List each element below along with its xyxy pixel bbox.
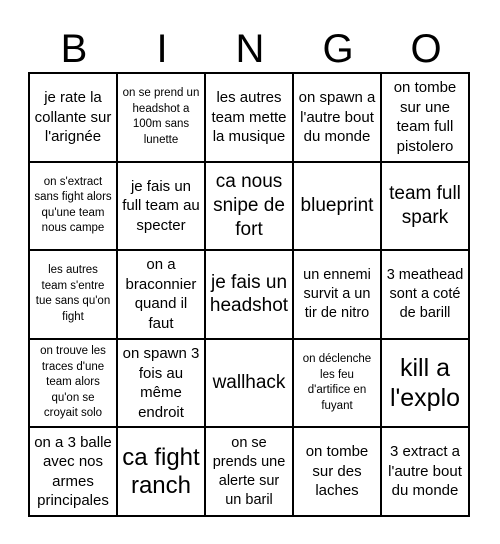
bingo-cell[interactable]: les autres team s'entre tue sans qu'on fight: [29, 250, 117, 339]
bingo-cell[interactable]: ca nous snipe de fort: [205, 162, 293, 251]
bingo-cell[interactable]: kill a l'explo: [381, 339, 469, 428]
header-letter-b: B: [60, 27, 88, 71]
bingo-cell[interactable]: je fais un headshot: [205, 250, 293, 339]
bingo-cell[interactable]: on tombe sur une team full pistolero: [381, 73, 469, 162]
bingo-cell[interactable]: un ennemi survit a un tir de nitro: [293, 250, 381, 339]
bingo-cell[interactable]: je rate la collante sur l'arignée: [29, 73, 117, 162]
bingo-cell[interactable]: on a 3 balle avec nos armes principales: [29, 427, 117, 516]
bingo-cell[interactable]: wallhack: [205, 339, 293, 428]
bingo-cell[interactable]: on s'extract sans fight alors qu'une team nous campe: [29, 162, 117, 251]
header-letter-n: N: [235, 27, 265, 71]
header-letter-o: O: [410, 27, 442, 71]
bingo-cell[interactable]: team full spark: [381, 162, 469, 251]
bingo-header: [30, 24, 470, 74]
bingo-grid: [28, 72, 470, 517]
bingo-cell[interactable]: blueprint: [293, 162, 381, 251]
bingo-cell[interactable]: on déclenche les feu d'artifice en fuyant: [293, 339, 381, 428]
bingo-cell[interactable]: les autres team mette la musique: [205, 73, 293, 162]
bingo-cell[interactable]: on a braconnier quand il faut: [117, 250, 205, 339]
bingo-cell[interactable]: je fais un full team au specter: [117, 162, 205, 251]
bingo-cell[interactable]: on spawn 3 fois au même endroit: [117, 339, 205, 428]
bingo-cell[interactable]: 3 meathead sont a coté de barill: [381, 250, 469, 339]
header-letter-i: I: [156, 27, 168, 71]
bingo-cell[interactable]: on trouve les traces d'une team alors qu'on se croyait solo: [29, 339, 117, 428]
bingo-cell[interactable]: on spawn a l'autre bout du monde: [293, 73, 381, 162]
bingo-cell[interactable]: 3 extract a l'autre bout du monde: [381, 427, 469, 516]
bingo-cell[interactable]: ca fight ranch: [117, 427, 205, 516]
header-letter-g: G: [322, 27, 354, 71]
bingo-cell[interactable]: on tombe sur des laches: [293, 427, 381, 516]
bingo-cell[interactable]: on se prends une alerte sur un baril: [205, 427, 293, 516]
bingo-cell[interactable]: on se prend un headshot a 100m sans lunette: [117, 73, 205, 162]
